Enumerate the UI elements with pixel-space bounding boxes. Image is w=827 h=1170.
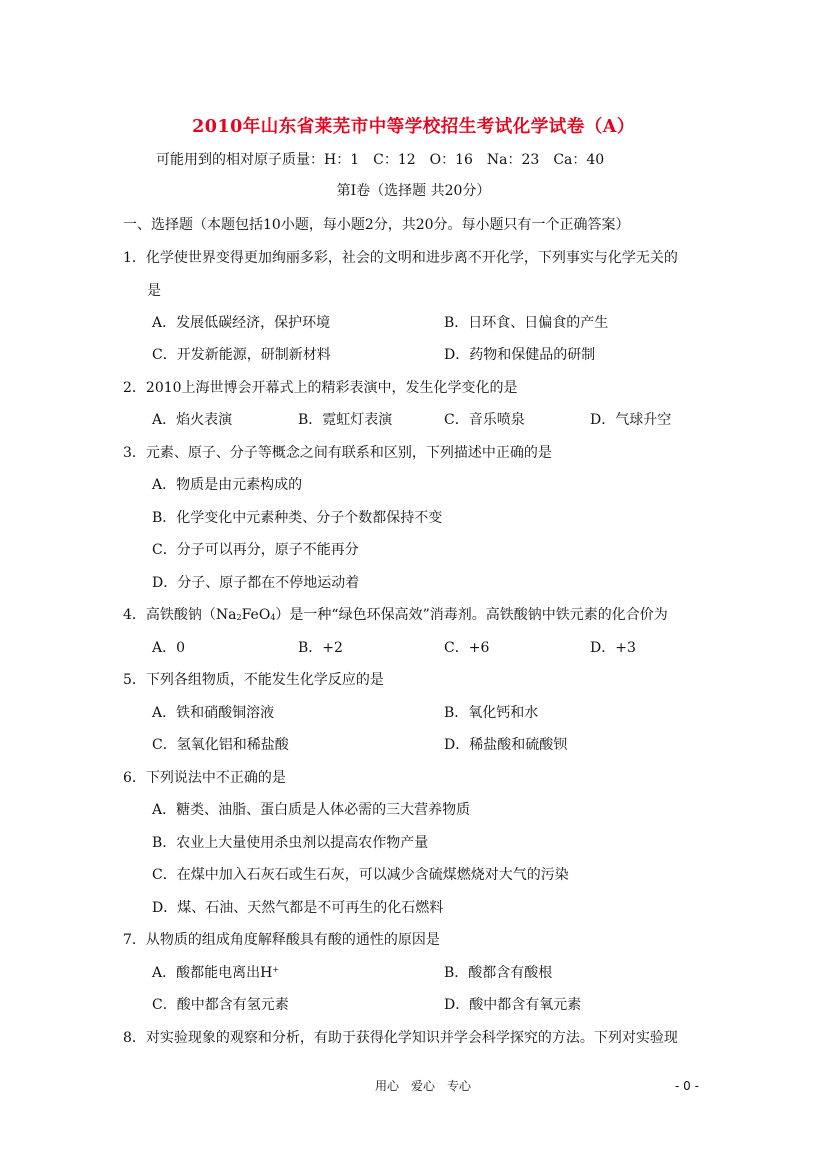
question-6-option-d: D．煤、石油、天然气都是不可再生的化石燃料 xyxy=(152,900,444,916)
question-4-option-d: D．+3 xyxy=(590,640,636,656)
question-2-option-c: C．音乐喷泉 xyxy=(444,412,525,428)
question-6-stem: 6．下列说法中不正确的是 xyxy=(123,770,286,786)
footer-motto: 用心 爱心 专心 xyxy=(375,1079,472,1093)
question-2-option-b: B．霓虹灯表演 xyxy=(298,412,393,428)
question-2-stem: 2．2010上海世博会开幕式上的精彩表演中，发生化学变化的是 xyxy=(123,380,518,396)
question-4-subscript-2: 2 xyxy=(236,613,242,622)
question-6-option-b: B．农业上大量使用杀虫剂以提高农作物产量 xyxy=(152,835,429,851)
question-7-option-a xyxy=(152,964,279,982)
question-5-option-b: B．氧化钙和水 xyxy=(444,705,539,721)
question-1-stem-cont: 是 xyxy=(147,283,161,299)
question-4-subscript-4: 4 xyxy=(270,613,276,622)
question-1-option-c: C．开发新能源，研制新材料 xyxy=(152,347,331,363)
question-4-stem xyxy=(123,606,668,624)
question-7-option-a-text: A．酸都能电离出H xyxy=(152,965,273,981)
question-4-stem-suffix: ）是一种“绿色环保高效”消毒剂。高铁酸钠中铁元素的化合价为 xyxy=(275,607,668,623)
question-7-option-b: B．酸都含有酸根 xyxy=(444,965,553,981)
question-4-option-c: C．+6 xyxy=(444,640,490,656)
question-3-stem: 3．元素、原子、分子等概念之间有联系和区别，下列描述中正确的是 xyxy=(123,445,552,461)
question-3-option-c: C．分子可以再分，原子不能再分 xyxy=(152,542,359,558)
question-3-option-d: D．分子、原子都在不停地运动着 xyxy=(152,575,360,591)
section-heading: 一、选择题（本题包括10小题，每小题2分，共20分。每小题只有一个正确答案） xyxy=(123,217,630,233)
question-3-option-a: A．物质是由元素构成的 xyxy=(152,477,303,493)
question-7-stem: 7．从物质的组成角度解释酸具有酸的通性的原因是 xyxy=(123,932,440,948)
question-2-option-a: A．焰火表演 xyxy=(152,412,233,428)
question-7-option-d: D．酸中都含有氧元素 xyxy=(444,997,582,1013)
question-3-option-b: B．化学变化中元素种类、分子个数都保持不变 xyxy=(152,510,443,526)
question-4-option-a: A．0 xyxy=(152,640,186,656)
question-6-option-a: A．糖类、油脂、蛋白质是人体必需的三大营养物质 xyxy=(152,802,471,818)
question-6-option-c: C．在煤中加入石灰石或生石灰，可以减少含硫煤燃烧对大气的污染 xyxy=(152,867,569,883)
question-7-option-c: C．酸中都含有氢元素 xyxy=(152,997,289,1013)
atomic-masses-note: 可能用到的相对原子质量：H：1 C：12 O：16 Na：23 Ca：40 xyxy=(156,152,605,168)
question-5-stem: 5．下列各组物质，不能发生化学反应的是 xyxy=(123,672,384,688)
question-4-option-b: B．+2 xyxy=(298,640,343,656)
question-1-option-d: D．药物和保健品的研制 xyxy=(444,347,596,363)
page-number: - 0 - xyxy=(675,1079,699,1093)
question-1-stem: 1．化学使世界变得更加绚丽多彩，社会的文明和进步离不开化学，下列事实与化学无关的 xyxy=(123,250,678,266)
question-4-formula-mid: FeO xyxy=(241,607,271,623)
question-5-option-c: C．氢氧化铝和稀盐酸 xyxy=(152,737,289,753)
question-1-option-b: B．日环食、日偏食的产生 xyxy=(444,315,609,331)
question-8-stem: 8．对实验现象的观察和分析，有助于获得化学知识并学会科学探究的方法。下列对实验现 xyxy=(123,1030,678,1046)
question-7-superscript-plus: + xyxy=(272,965,280,974)
question-2-option-d: D．气球升空 xyxy=(590,412,672,428)
question-4-stem-prefix: 4．高铁酸钠（Na xyxy=(123,607,237,623)
question-5-option-a: A．铁和硝酸铜溶液 xyxy=(152,705,275,721)
volume-heading: 第Ⅰ卷（选择题 共20分） xyxy=(336,183,491,199)
exam-title: 2010年山东省莱芜市中等学校招生考试化学试卷（A） xyxy=(192,117,635,137)
question-5-option-d: D．稀盐酸和硫酸钡 xyxy=(444,737,568,753)
question-1-option-a: A．发展低碳经济，保护环境 xyxy=(152,315,331,331)
